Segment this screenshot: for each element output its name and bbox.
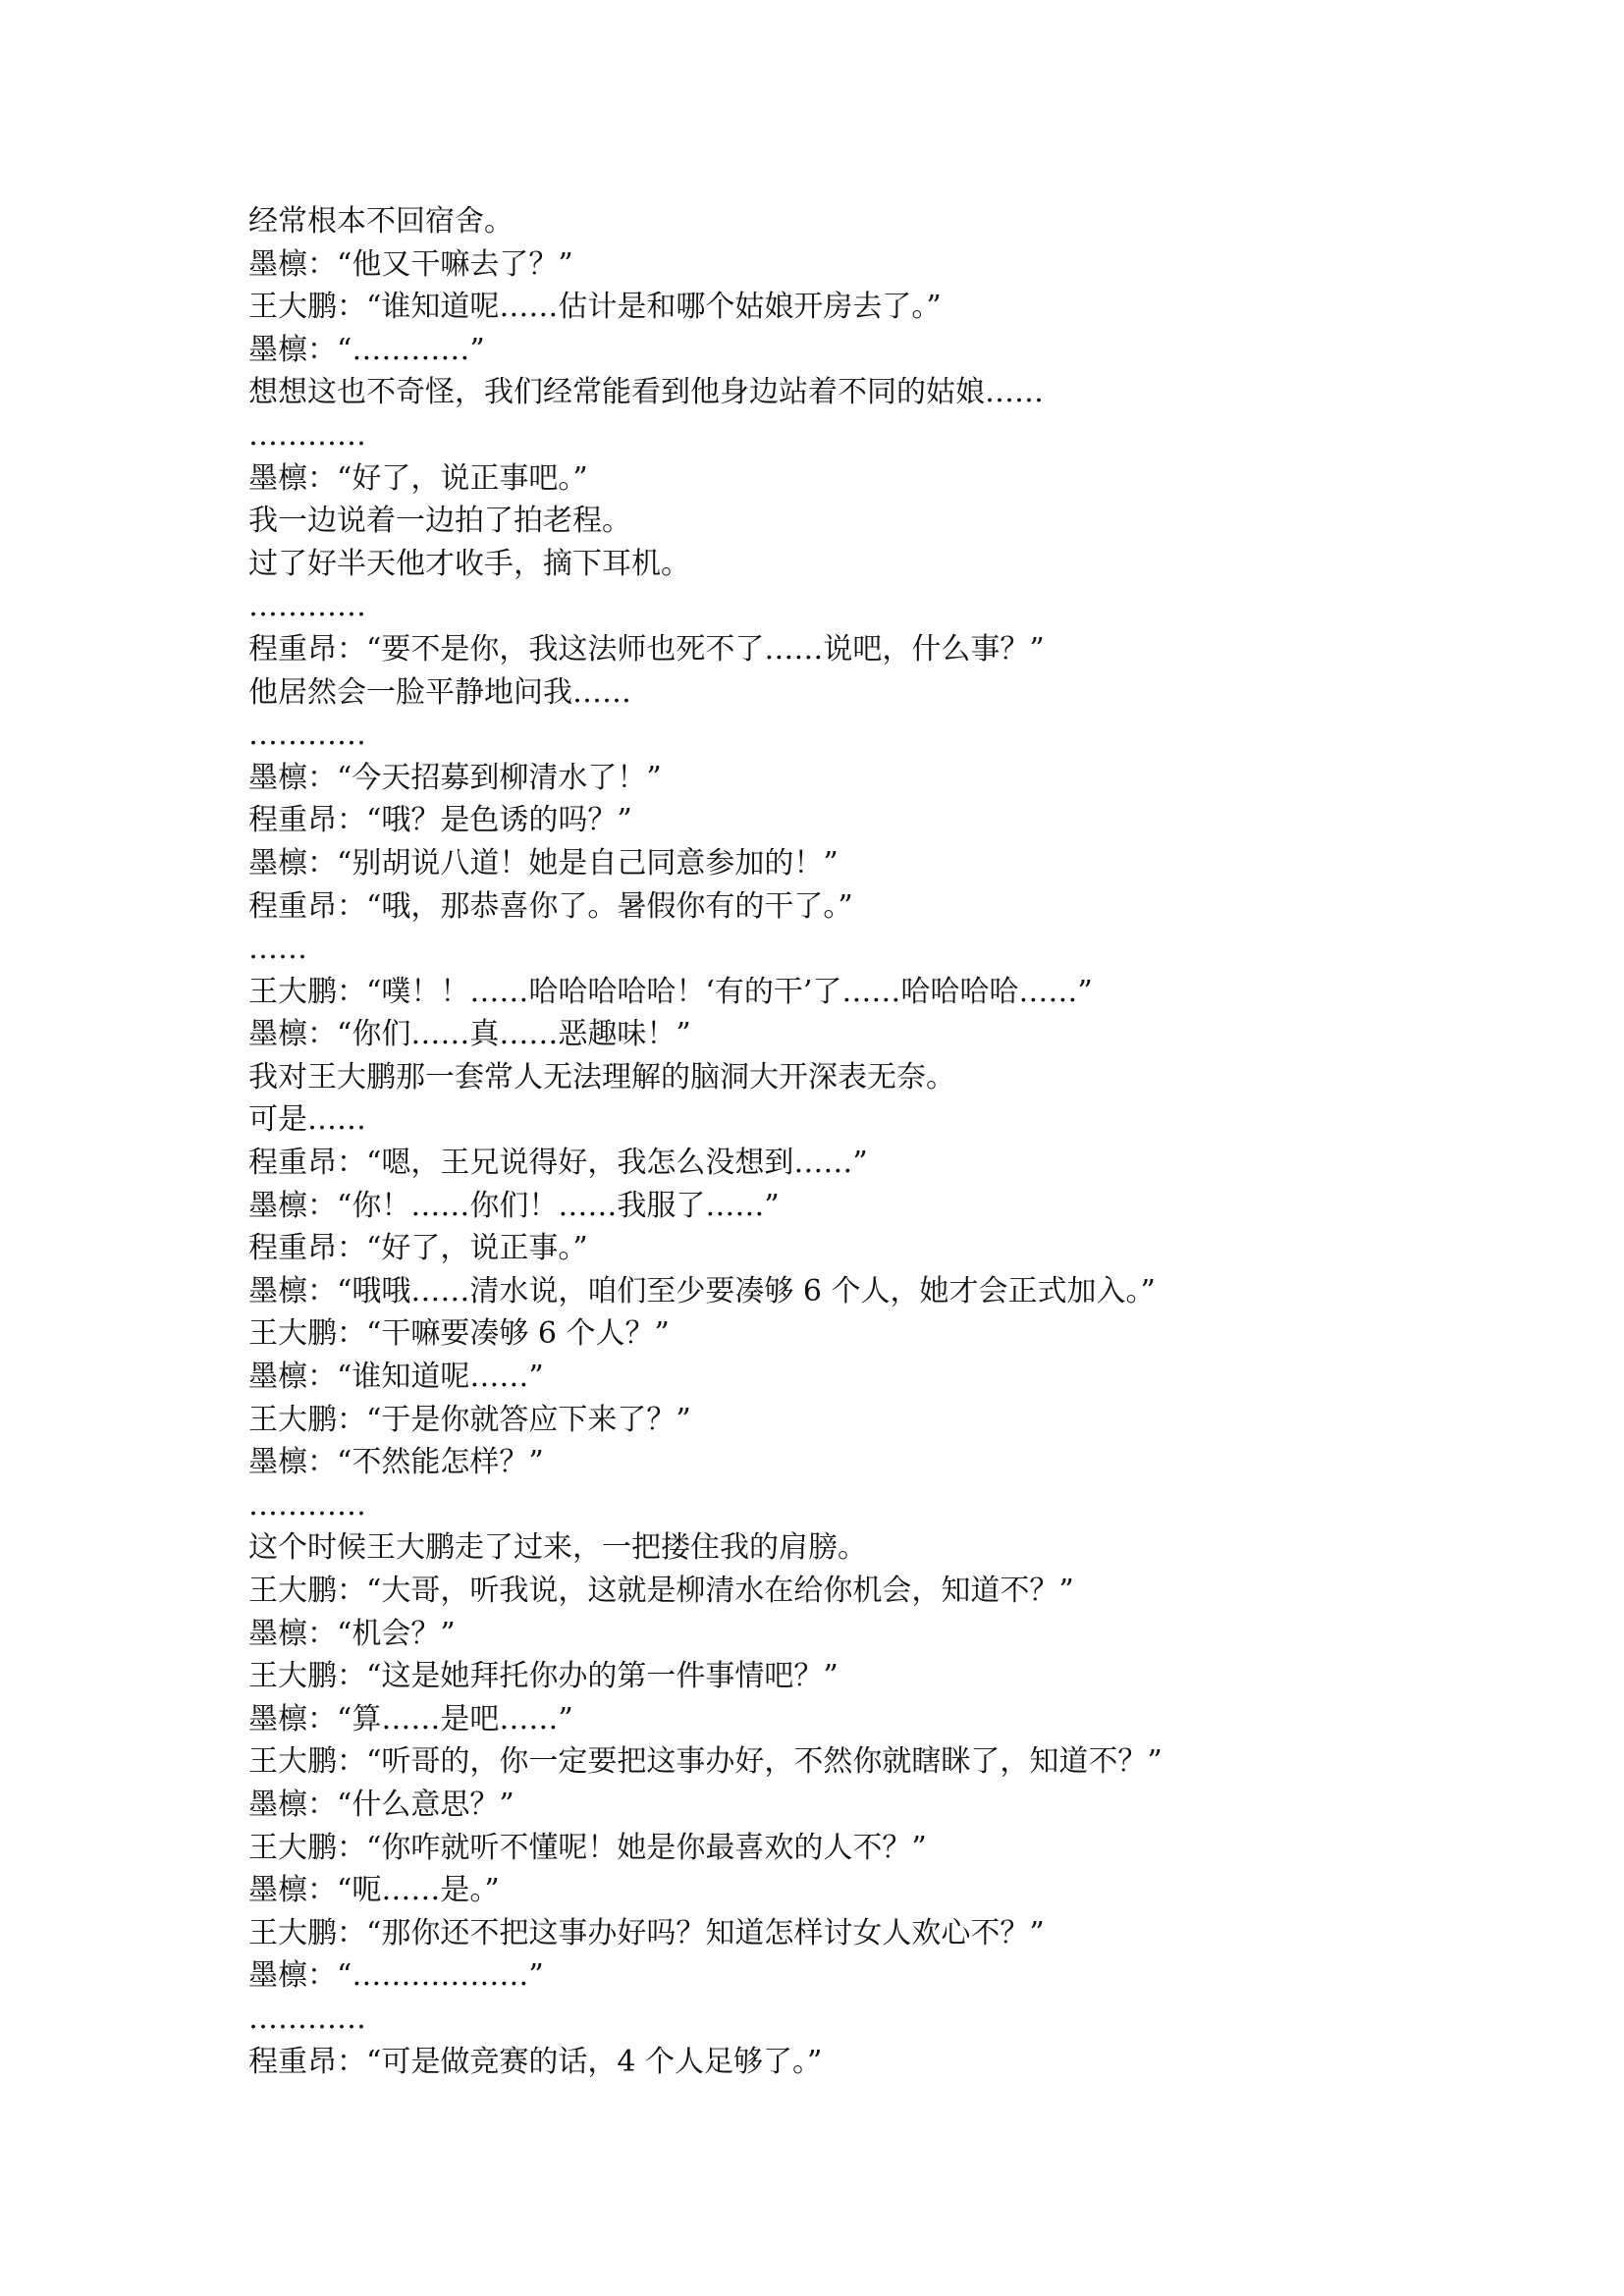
text-line: ………… — [248, 718, 366, 753]
text-line: 程重昂：“好了，说正事。” — [248, 1231, 588, 1266]
text-line: 王大鹏：“谁知道呢……估计是和哪个姑娘开房去了。” — [248, 290, 942, 325]
text-line: 墨檩：“谁知道呢……” — [248, 1360, 544, 1395]
text-line: 墨檩：“机会？” — [248, 1616, 456, 1651]
text-line: 墨檩：“你！……你们！……我服了……” — [248, 1188, 780, 1223]
text-line: ………… — [248, 417, 366, 453]
text-line: 墨檩：“别胡说八道！她是自己同意参加的！” — [248, 845, 839, 881]
text-line: 经常根本不回宿舍。 — [248, 204, 514, 239]
text-line: 墨檩：“什么意思？” — [248, 1787, 514, 1822]
text-line: 王大鹏：“干嘛要凑够 6 个人？” — [248, 1316, 670, 1352]
text-line: ………… — [248, 2001, 366, 2036]
text-line: ………… — [248, 1487, 366, 1522]
text-line: 墨檩：“你们……真……恶趣味！” — [248, 1017, 691, 1052]
text-line: 程重昂：“要不是你，我这法师也死不了……说吧，什么事？” — [248, 631, 1045, 667]
document-body — [248, 200, 1407, 2083]
text-line: ………… — [248, 589, 366, 624]
text-line: 他居然会一脸平静地问我…… — [248, 674, 631, 710]
text-line: 王大鹏：“大哥，听我说，这就是柳清水在给你机会，知道不？” — [248, 1574, 1074, 1608]
text-line: 王大鹏：“听哥的，你一定要把这事办好，不然你就瞎眯了，知道不？” — [248, 1744, 1163, 1780]
text-line: 我一边说着一边拍了拍老程。 — [248, 504, 631, 539]
text-line: 王大鹏：“那你还不把这事办好吗？知道怎样讨女人欢心不？” — [248, 1915, 1045, 1950]
text-line: 过了好半天他才收手，摘下耳机。 — [248, 546, 690, 581]
text-line: 墨檩：“不然能怎样？” — [248, 1445, 544, 1480]
text-line: 程重昂：“可是做竞赛的话，4 个人足够了。” — [248, 2044, 823, 2079]
text-line: 可是…… — [248, 1102, 366, 1138]
text-line: 墨檩：“………………” — [248, 1958, 544, 1994]
text-line: 程重昂：“哦，那恭喜你了。暑假你有的干了。” — [248, 888, 853, 924]
text-line: 墨檩：“哦哦……清水说，咱们至少要凑够 6 个人，她才会正式加入。” — [248, 1273, 1156, 1308]
text-line: 墨檩：“算……是吧……” — [248, 1701, 573, 1736]
text-line: 我对王大鹏那一套常人无法理解的脑洞大开深表无奈。 — [248, 1059, 955, 1095]
text-line: 王大鹏：“你咋就听不懂呢！她是你最喜欢的人不？” — [248, 1830, 927, 1865]
text-line: 王大鹏：“噗！！……哈哈哈哈哈！‘有的干’了……哈哈哈哈……” — [248, 974, 1093, 1009]
text-line: 程重昂：“嗯，王兄说得好，我怎么没想到……” — [248, 1146, 868, 1181]
text-line: 这个时候王大鹏走了过来，一把搂住我的肩膀。 — [248, 1530, 867, 1566]
text-line: 墨檩：“呃……是。” — [248, 1873, 500, 1908]
text-line: 墨檩：“…………” — [248, 332, 485, 367]
text-line: 墨檩：“今天招募到柳清水了！” — [248, 760, 662, 795]
text-line: 程重昂：“哦？是色诱的吗？” — [248, 803, 632, 838]
text-line: 王大鹏：“这是她拜托你办的第一件事情吧？” — [248, 1659, 839, 1694]
text-line: 墨檩：“好了，说正事吧。” — [248, 460, 588, 496]
text-line: 墨檩：“他又干嘛去了？” — [248, 246, 573, 282]
text-line: 王大鹏：“于是你就答应下来了？” — [248, 1402, 691, 1437]
text-line: 想想这也不奇怪，我们经常能看到他身边站着不同的姑娘…… — [248, 375, 1044, 410]
text-line: …… — [248, 932, 307, 967]
